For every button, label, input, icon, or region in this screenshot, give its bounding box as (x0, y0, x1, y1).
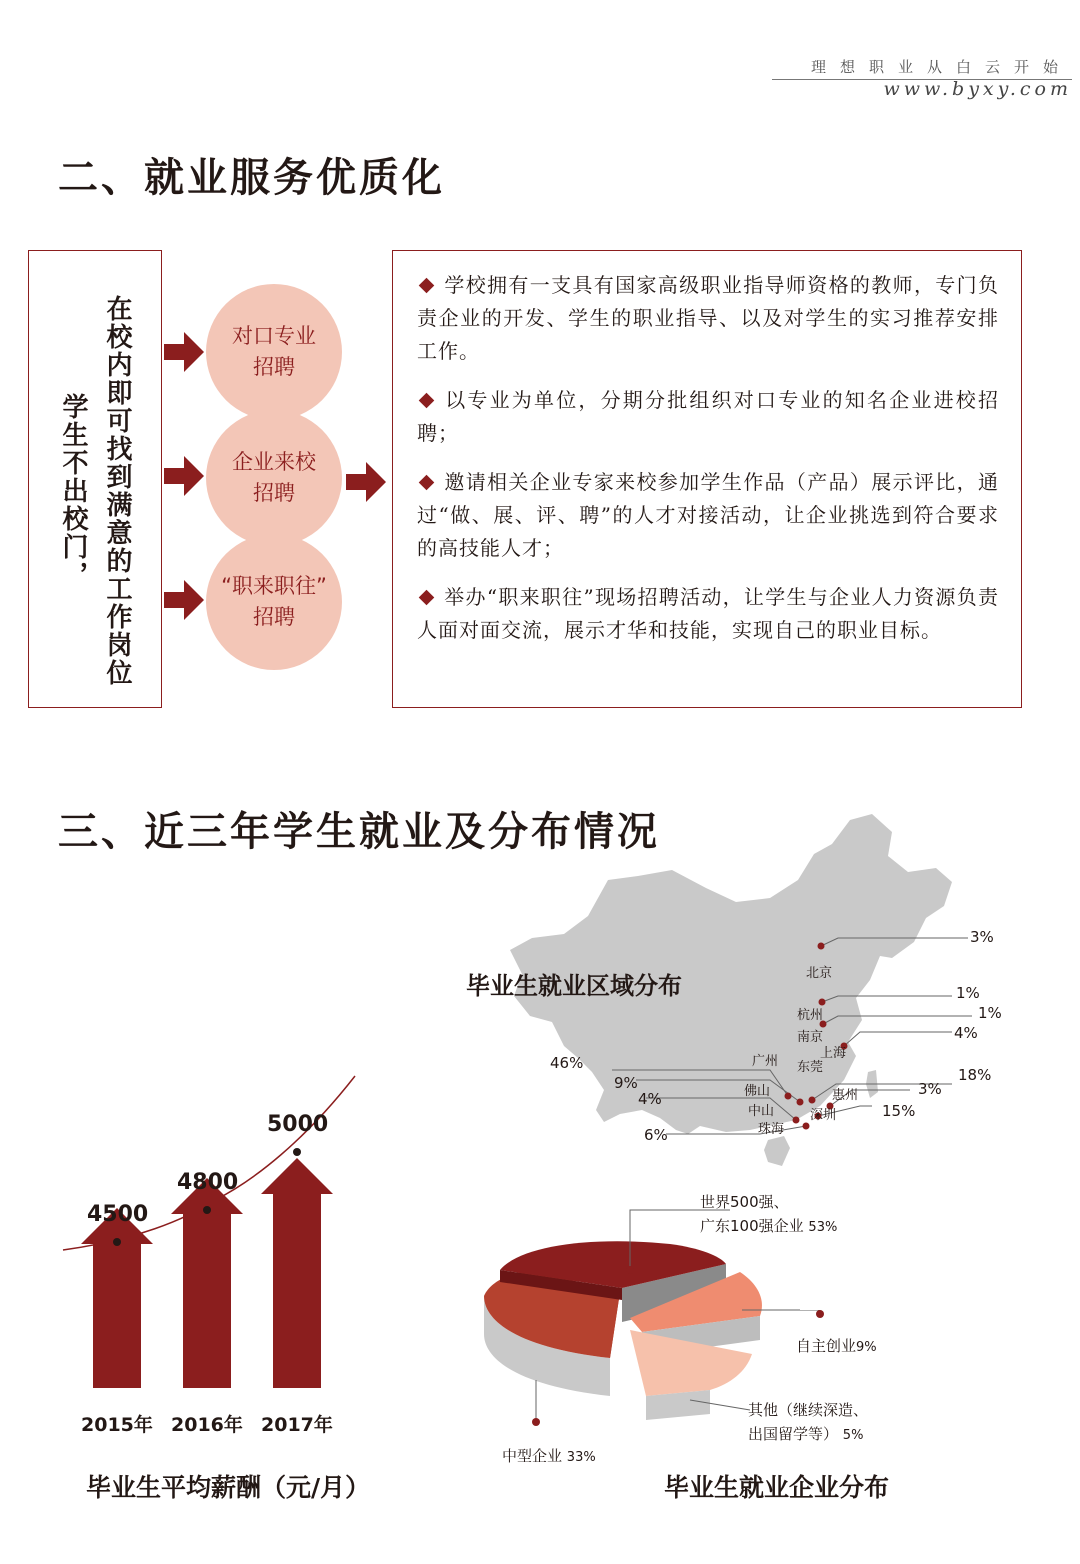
pct-zhongshan: 4% (638, 1090, 662, 1108)
arrow-icon (164, 332, 204, 372)
salary-year-label: 2016年 (171, 1414, 243, 1436)
city-label-beijing: 北京 (806, 966, 833, 981)
bullet-item: 以专业为单位，分期分批组织对口专业的知名企业进校招聘； (417, 388, 999, 445)
arrow-icon (346, 460, 390, 504)
pie-label-startup: 自主创业9% (796, 1337, 877, 1355)
pct-shenzhen: 15% (882, 1102, 916, 1120)
circle-arrows (164, 330, 208, 630)
vertical-text-sub: 学生不出校门， (58, 393, 88, 589)
salary-dot (113, 1238, 121, 1246)
map-dot (809, 1097, 816, 1104)
salary-bar-arrow (81, 1208, 153, 1388)
pct-shanghai: 4% (954, 1024, 978, 1042)
pct-nanjing: 1% (978, 1004, 1002, 1022)
arrow-icon (164, 580, 204, 620)
circle-line2: 招聘 (253, 481, 295, 505)
pct-hangzhou: 1% (956, 984, 980, 1002)
circle-major-recruit (206, 284, 342, 420)
diamond-bullet-icon (419, 393, 435, 409)
circle-line1: “职来职往” (221, 573, 327, 598)
city-label-hangzhou: 杭州 (797, 1008, 824, 1023)
region-chart-title: 毕业生就业区域分布 (466, 972, 682, 1000)
salary-chart-title: 毕业生平均薪酬（元/月） (86, 1473, 371, 1502)
pct-foshan: 9% (614, 1074, 638, 1092)
service-details-box (392, 250, 1022, 708)
pct-dongguan: 18% (958, 1066, 992, 1084)
diamond-bullet-icon (419, 590, 435, 606)
pct-huizhou: 3% (918, 1080, 942, 1098)
salary-year-label: 2017年 (261, 1414, 333, 1436)
bullet-item: 举办“职来职往”现场招聘活动，让学生与企业人力资源负责人面对面交流，展示才华和技能，实现自己的职业目标。 (417, 585, 999, 642)
pie-dot (816, 1310, 824, 1318)
pie-label-top500: 世界500强、 广东100强企业 53% (700, 1193, 838, 1235)
city-label-dongguan: 东莞 (797, 1060, 824, 1075)
bullet-item: 学校拥有一支具有国家高级职业指导师资格的教师，专门负责企业的开发、学生的职业指导、以及对学生的实习推荐安排工作。 (417, 273, 999, 363)
circle-job-fair-recruit (206, 534, 342, 670)
circle-line1: 对口专业 (232, 323, 316, 348)
circle-line2: 招聘 (253, 605, 295, 629)
map-dot (785, 1093, 792, 1100)
pct-zhuhai: 6% (644, 1126, 668, 1144)
circle-line2: 招聘 (253, 355, 295, 379)
city-label-guangzhou: 广州 (752, 1054, 779, 1069)
city-label-zhongshan: 中山 (748, 1104, 775, 1119)
pie-dot (532, 1418, 540, 1426)
vertical-text-main: 在校内即可找到满意的工作岗位 (102, 295, 132, 687)
map-dot (818, 943, 825, 950)
diamond-bullet-icon (419, 475, 435, 491)
header-website: www.byxy.com (883, 78, 1072, 100)
city-label-shenzhen: 深圳 (810, 1108, 837, 1123)
circle-campus-recruit (206, 410, 342, 546)
salary-value-label: 4800 (177, 1170, 239, 1195)
salary-year-label: 2015年 (81, 1414, 153, 1436)
city-label-huizhou: 惠州 (832, 1088, 859, 1103)
map-dot (803, 1123, 810, 1130)
header-slogan: 理想职业从白云开始 (810, 58, 1072, 76)
city-label-foshan: 佛山 (744, 1084, 771, 1099)
city-label-shanghai: 上海 (820, 1046, 847, 1061)
intro-box (28, 250, 162, 708)
enterprise-chart-title: 毕业生就业企业分布 (664, 1473, 890, 1502)
diamond-bullet-icon (419, 278, 435, 294)
section3-title: 三、近三年学生就业及分布情况 (58, 808, 660, 855)
map-dot (797, 1099, 804, 1106)
pct-guangzhou: 46% (550, 1054, 584, 1072)
arrow-icon (164, 456, 204, 496)
salary-dot (293, 1148, 301, 1156)
city-label-zhuhai: 珠海 (758, 1122, 785, 1137)
map-dot (793, 1117, 800, 1124)
pie-dot (626, 1266, 634, 1274)
city-label-nanjing: 南京 (797, 1030, 824, 1045)
section2-title: 二、就业服务优质化 (58, 154, 445, 201)
pct-beijing: 3% (970, 928, 994, 946)
bullet-item: 邀请相关企业专家来校参加学生作品（产品）展示评比，通过“做、展、评、聘”的人才对接活动，让企业挑选到符合要求的高技能人才； (417, 470, 999, 560)
salary-value-label: 5000 (267, 1112, 329, 1137)
salary-dot (203, 1206, 211, 1214)
salary-bar-arrow (261, 1158, 333, 1388)
pie-label-other: 其他（继续深造、 出国留学等） 5% (748, 1401, 869, 1443)
pie-label-medium-enterprise: 中型企业 33% (502, 1447, 596, 1465)
salary-value-label: 4500 (87, 1202, 149, 1227)
circle-line1: 企业来校 (232, 449, 316, 474)
